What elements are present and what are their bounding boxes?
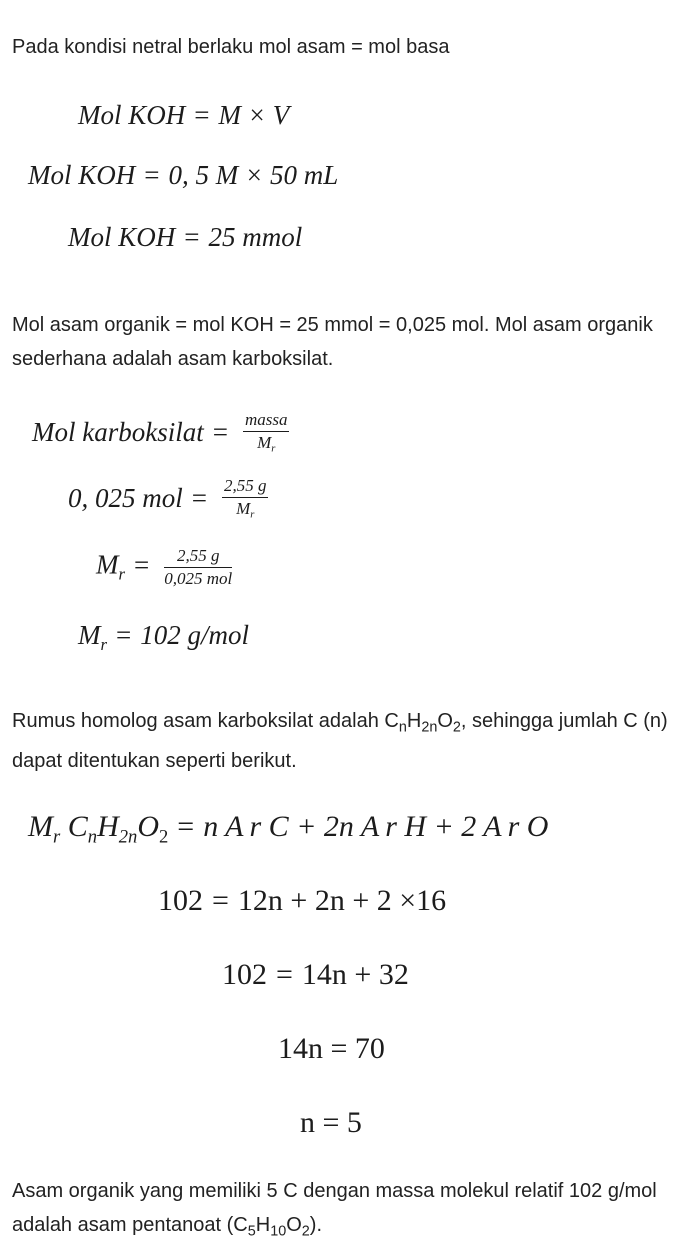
p4-text-h: H (255, 1214, 271, 1236)
eq3-lhs: Mol KOH (68, 222, 176, 252)
p4-sub-5: 5 (247, 1223, 256, 1240)
equation-14n-70: 14n = 70 (278, 1032, 385, 1065)
eq8-rhs: n A r C + 2n A r H + 2 A r O (203, 810, 549, 843)
eq9-rhs: 12n + 2n + 2 ×16 (237, 884, 447, 917)
equation-mol-koh-formula: Mol KOH = M × V (78, 100, 290, 130)
eq8-r: r (53, 826, 61, 848)
eq10-lhs: 102 (222, 958, 267, 991)
eq4-den-subscript: r (271, 443, 276, 455)
p3-text-a: Rumus homolog asam karboksilat adalah C (12, 710, 399, 732)
eq4-denominator: M (257, 433, 272, 452)
eq1-rhs: M × V (218, 100, 290, 130)
equation-mr-result: $M_r = 102$ g/mol (78, 620, 250, 654)
eq2-rhs: 0, 5 M × 50 mL (168, 160, 339, 190)
fraction-255g-0025mol (164, 546, 232, 589)
equation-102-simplified: 102 = 14n + 32 (222, 958, 409, 991)
equation-mol-koh-values: Mol KOH = 0, 5 M × 50 mL (28, 160, 339, 190)
eq8-h: H (97, 810, 119, 843)
eq7-lhs-subscript: r (100, 634, 108, 654)
eq6-lhs: M (96, 549, 119, 580)
fraction-255g-mr (222, 476, 269, 526)
p3-sub-2: 2 (452, 719, 461, 736)
eq8-o: O (137, 810, 159, 843)
p4-text-o: O (286, 1214, 302, 1236)
eq6-numerator: 2,55 g (164, 546, 232, 568)
eq4-lhs: Mol karboksilat (32, 417, 204, 448)
eq7-rhs: 102 g/mol (140, 620, 250, 650)
equation-0025-mol: 0, 025 mol = $\frac{2,55 g}{M_r}$ (68, 476, 268, 526)
eq6-denominator: 0,025 mol (164, 569, 233, 588)
eq6-lhs-subscript: r (118, 564, 126, 584)
p4-text-d: ). (309, 1214, 322, 1236)
eq8-m: M (28, 810, 53, 843)
eq2-lhs: Mol KOH (28, 160, 136, 190)
p4-sub-10: 10 (270, 1223, 287, 1240)
paragraph-mol-organic-acid: Mol asam organik = mol KOH = 25 mmol = 0,025 mol. Mol asam organik sederhana adalah asam karboksilat. (12, 314, 653, 370)
equation-mol-koh-result: Mol KOH = 25 mmol (68, 222, 303, 252)
eq4-numerator: massa (243, 410, 290, 432)
paragraph-homolog-formula (12, 704, 672, 778)
eq10-rhs: 14n + 32 (301, 958, 409, 991)
paragraph-neutral-condition: Pada kondisi netral berlaku mol asam = mol basa (12, 36, 450, 58)
p3-text-h: H (406, 710, 422, 732)
eq1-lhs: Mol KOH (78, 100, 186, 130)
paragraph-conclusion (12, 1174, 672, 1248)
eq8-n: n (87, 826, 98, 848)
eq5-denominator: M (236, 499, 251, 518)
equation-mol-carboxylic: Mol karboksilat = $\frac{\text{massa}}{M_r}$ (32, 410, 289, 460)
eq5-den-subscript: r (250, 509, 255, 521)
fraction-massa-mr (243, 410, 290, 460)
p3-sub-2n: 2n (421, 719, 438, 736)
equation-102-expanded: 102 = 12n + 2n + 2 ×16 (158, 884, 447, 917)
eq8-2n: 2n (118, 826, 138, 848)
p3-text-d: , sehingga jumlah C (n) dapat ditentukan seperti berikut. (12, 710, 668, 773)
p3-sub-n: n (398, 719, 407, 736)
eq8-2: 2 (159, 826, 169, 848)
eq7-lhs: M (78, 620, 101, 650)
eq5-numerator: 2,55 g (222, 476, 269, 498)
equation-mr-fraction: $M_r$ = $\frac{2,55 g}{\text{0,025 mol}}$ (96, 546, 233, 588)
p3-text-o: O (437, 710, 453, 732)
eq3-rhs: 25 mmol (208, 222, 303, 252)
p4-sub-2: 2 (301, 1223, 310, 1240)
eq8-c: C (67, 810, 88, 843)
eq5-lhs: 0, 025 mol (68, 483, 183, 514)
equation-n-5: n = 5 (300, 1106, 362, 1139)
eq9-lhs: 102 (158, 884, 203, 917)
p4-text-a: Asam organik yang memiliki 5 C dengan massa molekul relatif 102 g/mol adalah asam pentanoat (C (12, 1180, 657, 1236)
equation-mr-homolog: $M_r$ $C_nH_{2n}O_2 = n$ A r C + 2n A r H + 2 A r O (28, 810, 549, 848)
